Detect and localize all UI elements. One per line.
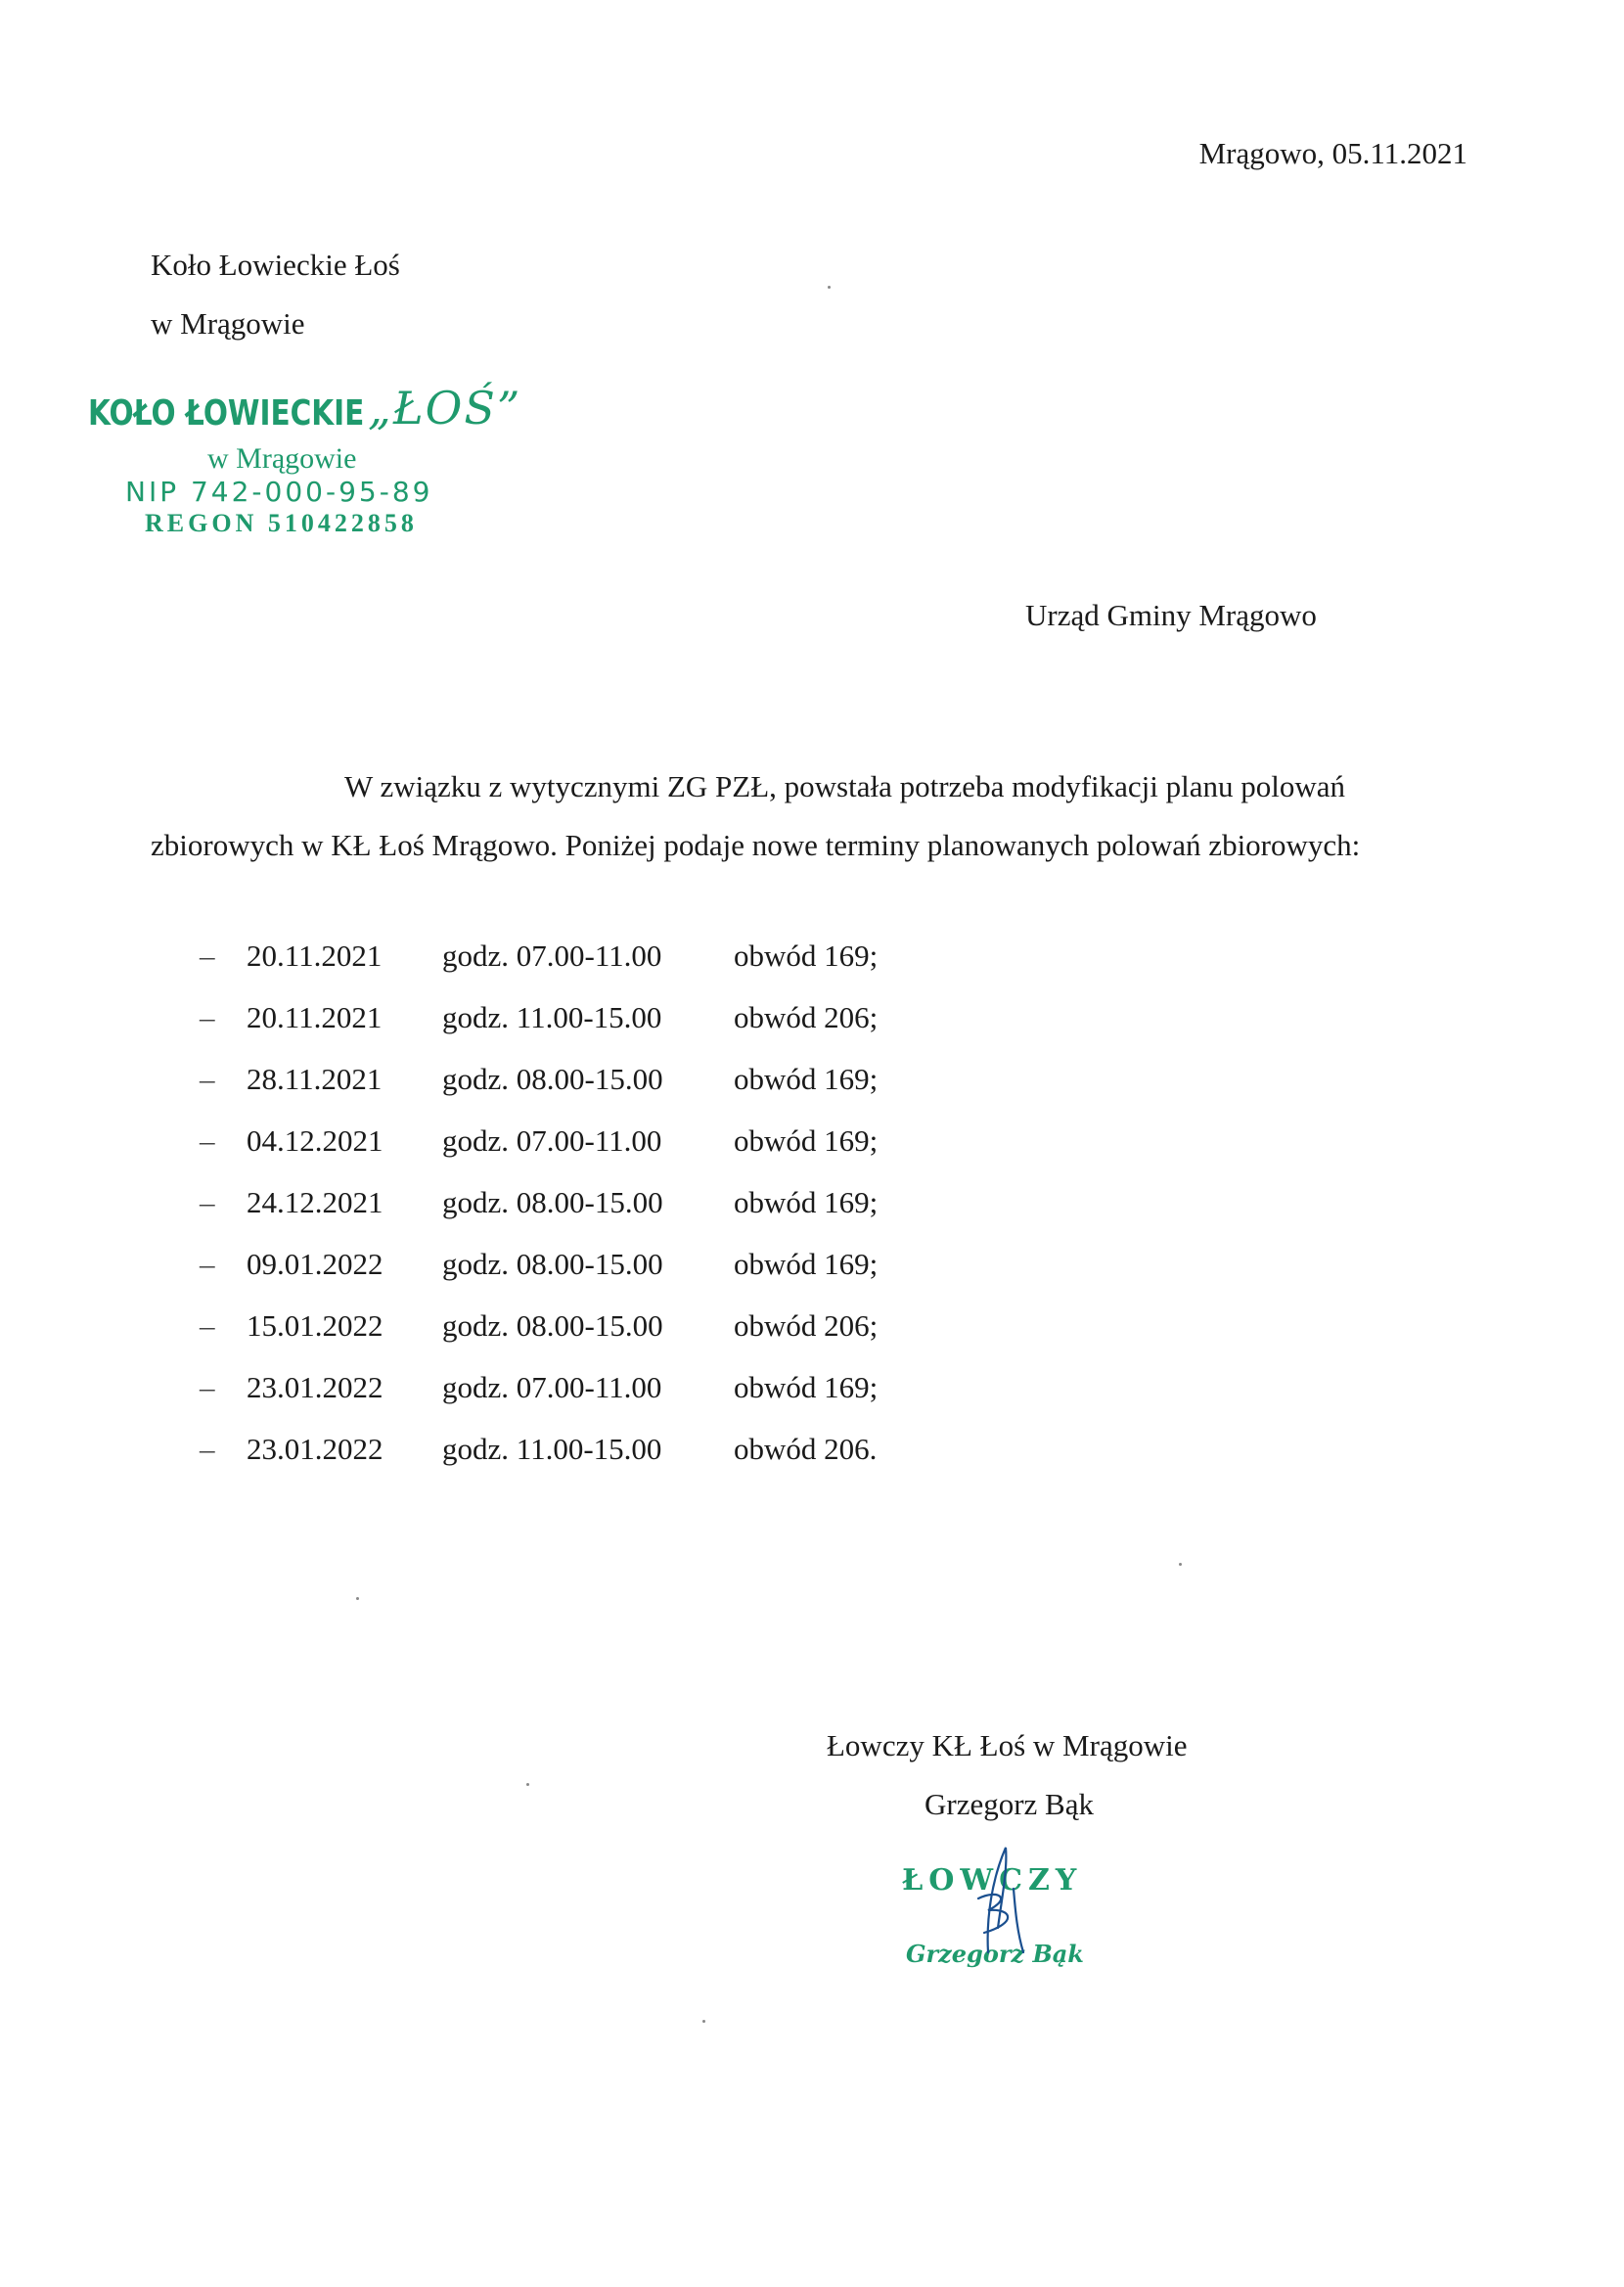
schedule-dash: – [200, 1308, 215, 1343]
schedule-district: obwód 206; [734, 1308, 879, 1343]
letter-date: Mrągowo, 05.11.2021 [1198, 136, 1467, 170]
schedule-date: 09.01.2022 [247, 1247, 383, 1281]
sender-name: Koło Łowieckie Łoś [151, 248, 400, 282]
schedule-hours: godz. 11.00-15.00 [442, 1000, 662, 1034]
schedule-district: obwód 206. [734, 1432, 878, 1466]
schedule-dash: – [200, 1432, 215, 1466]
schedule-district: obwód 169; [734, 938, 879, 973]
schedule-date: 20.11.2021 [247, 938, 383, 973]
schedule-row [0, 938, 978, 977]
schedule-hours: godz. 08.00-15.00 [442, 1185, 663, 1219]
paragraph-line-2: zbiorowych w KŁ Łoś Mrągowo. Poniżej podaje nowe terminy planowanych polowań zbiorowych: [151, 828, 1361, 862]
schedule-row [0, 1431, 978, 1470]
club-stamp-line1: KOŁO ŁOWIECKIE [88, 393, 365, 434]
schedule-date: 23.01.2022 [247, 1432, 383, 1466]
schedule-district: obwód 169; [734, 1247, 879, 1281]
signature-stamp-title: ŁOWCZY [902, 1863, 1083, 1898]
schedule-hours: godz. 07.00-11.00 [442, 1123, 662, 1158]
schedule-dash: – [200, 1185, 215, 1219]
schedule-row [0, 1122, 978, 1162]
schedule-hours: godz. 07.00-11.00 [442, 1370, 662, 1404]
club-stamp [88, 382, 538, 548]
sender-location: w Mrągowie [151, 306, 305, 341]
schedule-row [0, 999, 978, 1038]
schedule-hours: godz. 11.00-15.00 [442, 1432, 662, 1466]
schedule-date: 24.12.2021 [247, 1185, 383, 1219]
schedule-row [0, 1061, 978, 1100]
schedule-date: 15.01.2022 [247, 1308, 383, 1343]
scan-speck [828, 286, 831, 289]
schedule-hours: godz. 07.00-11.00 [442, 938, 662, 973]
schedule-dash: – [200, 1062, 215, 1096]
schedule-date: 20.11.2021 [247, 1000, 383, 1034]
club-stamp-nip: NIP 742-000-95-89 [125, 476, 433, 508]
scan-speck [356, 1597, 359, 1600]
paragraph-line-1: W związku z wytycznymi ZG PZŁ, powstała potrzeba modyfikacji planu polowań [344, 769, 1345, 803]
schedule-date: 28.11.2021 [247, 1062, 383, 1096]
schedule-date: 04.12.2021 [247, 1123, 383, 1158]
schedule-hours: godz. 08.00-15.00 [442, 1062, 663, 1096]
schedule-row [0, 1369, 978, 1408]
scan-speck [526, 1783, 529, 1786]
club-stamp-regon: REGON 510422858 [145, 509, 418, 537]
schedule-hours: godz. 08.00-15.00 [442, 1308, 663, 1343]
schedule-hours: godz. 08.00-15.00 [442, 1247, 663, 1281]
club-stamp-line2: w Mrągowie [207, 442, 357, 475]
handwritten-signature-icon [959, 1840, 1047, 1957]
scan-speck [1179, 1563, 1182, 1566]
scan-speck [702, 2020, 705, 2023]
signature-stamp-name: Grzegorz Bąk [906, 1940, 1084, 1968]
schedule-dash: – [200, 1247, 215, 1281]
schedule-row [0, 1246, 978, 1285]
recipient: Urząd Gminy Mrągowo [1025, 598, 1317, 632]
schedule-date: 23.01.2022 [247, 1370, 383, 1404]
schedule-dash: – [200, 1370, 215, 1404]
signature-title: Łowczy KŁ Łoś w Mrągowie [827, 1728, 1188, 1762]
schedule-district: obwód 169; [734, 1370, 879, 1404]
schedule-district: obwód 169; [734, 1123, 879, 1158]
schedule-district: obwód 169; [734, 1185, 879, 1219]
club-stamp-name: „ŁOŚ” [368, 382, 522, 435]
schedule-district: obwód 206; [734, 1000, 879, 1034]
signature-stamp [900, 1850, 1115, 1987]
schedule-district: obwód 169; [734, 1062, 879, 1096]
schedule-row [0, 1184, 978, 1223]
schedule-dash: – [200, 938, 215, 973]
schedule-row [0, 1307, 978, 1347]
signature-name: Grzegorz Bąk [925, 1787, 1094, 1821]
schedule-dash: – [200, 1000, 215, 1034]
schedule-dash: – [200, 1123, 215, 1158]
